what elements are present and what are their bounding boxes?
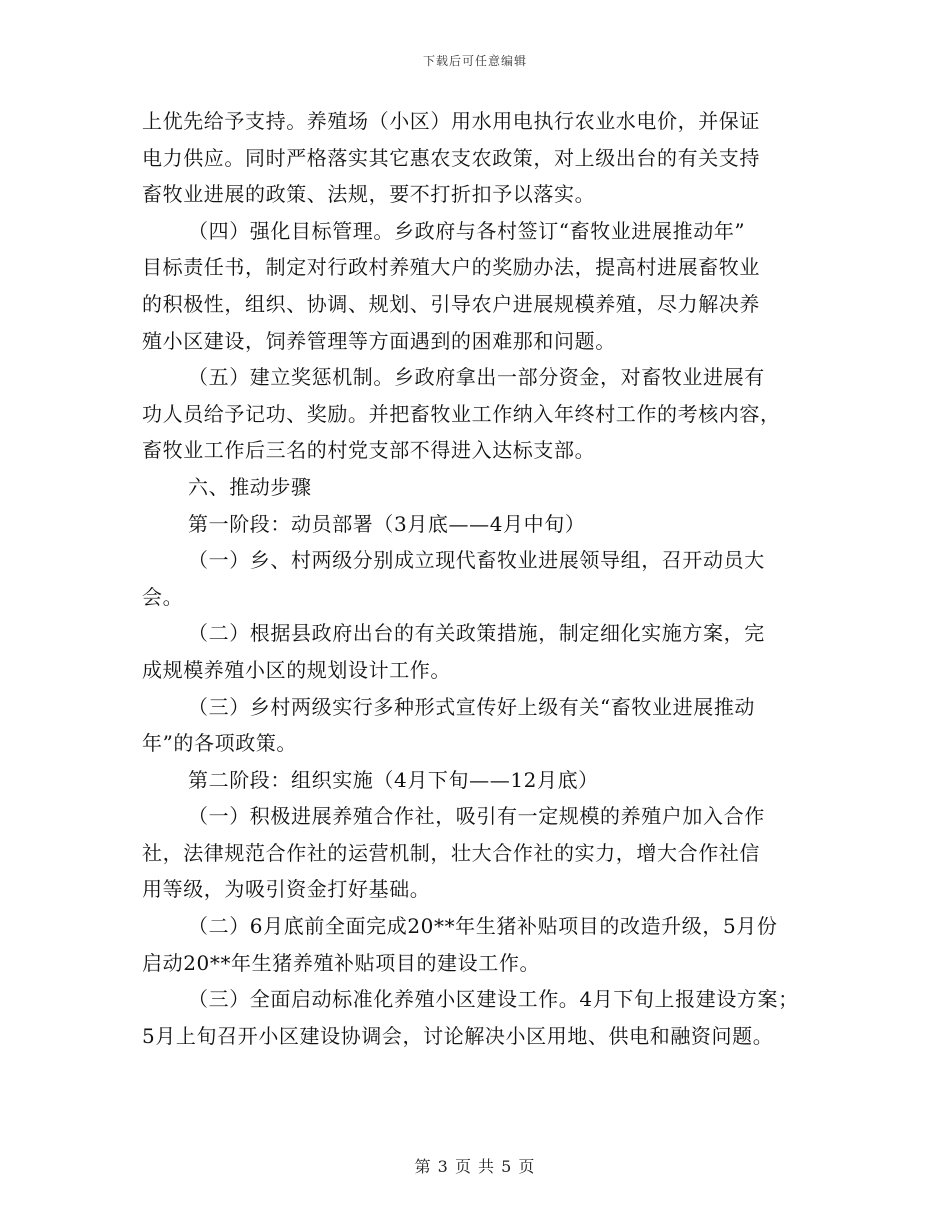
text-line: 的积极性，组织、协调、规划、引导农户进展规模养殖，尽力解决养: [142, 291, 760, 316]
text-line: 殖小区建设，饲养管理等方面遇到的困难那和问题。: [142, 328, 616, 353]
text-line: 目标责任书，制定对行政村养殖大户的奖励办法，提高村进展畜牧业: [142, 255, 760, 280]
text-line: 第一阶段：动员部署（3月底——4月中旬）: [188, 511, 586, 536]
text-line: （四）强化目标管理。乡政府与各村签订“畜牧业进展推动年”: [188, 218, 746, 243]
text-line: （一）乡、村两级分别成立现代畜牧业进展领导组，召开动员大: [188, 548, 765, 573]
page-footer: 第 3 页 共 5 页: [414, 1157, 536, 1176]
text-line: 上优先给予支持。养殖场（小区）用水用电执行农业水电价，并保证: [142, 109, 760, 133]
text-line: 会。: [142, 584, 184, 609]
text-line: 成规模养殖小区的规划设计工作。: [142, 657, 451, 682]
page-header: 下载后可任意编辑: [422, 54, 527, 68]
text-line: 六、推动步骤: [188, 474, 312, 499]
text-line: 第二阶段：组织实施（4月下旬——12月底）: [188, 767, 599, 792]
document-body: [142, 103, 810, 1054]
text-line: 启动20**年生猪养殖补贴项目的建设工作。: [142, 950, 541, 975]
text-line: （三）全面启动标准化养殖小区建设工作。4月下旬上报建设方案；: [188, 987, 799, 1012]
text-line: 用等级，为吸引资金打好基础。: [142, 877, 431, 902]
text-line: 畜牧业工作后三名的村党支部不得进入达标支部。: [142, 438, 596, 463]
text-line: （一）积极进展养殖合作社，吸引有一定规模的养殖户加入合作: [188, 804, 765, 829]
text-line: （二）6月底前全面完成20**年生猪补贴项目的改造升级，5月份: [188, 914, 778, 939]
text-line: 畜牧业进展的政策、法规，要不打折扣予以落实。: [142, 182, 596, 207]
text-line: （三）乡村两级实行多种形式宣传好上级有关“畜牧业进展推动: [188, 694, 756, 719]
text-line: 电力供应。同时严格落实其它惠农支农政策，对上级出台的有关支持: [142, 145, 760, 170]
text-line: 5月上旬召开小区建设协调会，讨论解决小区用地、供电和融资问题。: [142, 1023, 774, 1048]
text-line: （五）建立奖惩机制。乡政府拿出一部分资金，对畜牧业进展有: [188, 365, 765, 390]
text-line: 社，法律规范合作社的运营机制，壮大合作社的实力，增大合作社信: [142, 840, 760, 865]
text-line: （二）根据县政府出台的有关政策措施，制定细化实施方案，完: [188, 621, 765, 646]
text-line: 功人员给予记功、奖励。并把畜牧业工作纳入年终村工作的考核内容，: [142, 401, 781, 426]
text-line: 年”的各项政策。: [142, 731, 298, 756]
